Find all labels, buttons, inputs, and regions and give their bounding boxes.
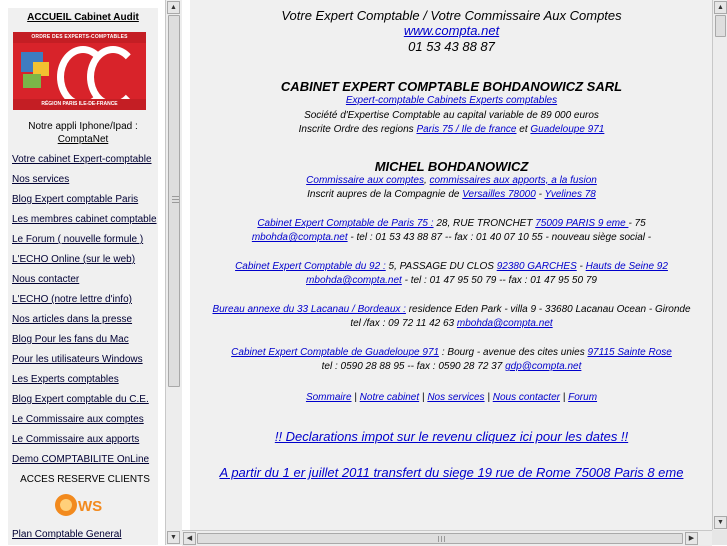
bottom-nav-contacter[interactable]: Nous contacter: [492, 391, 560, 403]
paris-email-link[interactable]: mbohda@compta.net: [251, 232, 348, 243]
paris-office-link[interactable]: Cabinet Expert Comptable de Paris 75 :: [257, 217, 434, 229]
main-hscroll-thumb[interactable]: [197, 533, 683, 544]
person-title: MICHEL BOHDANOWICZ: [374, 158, 529, 174]
transfert-siege-link[interactable]: A partir du 1 er juillet 2011 transfert du siege 19 rue de Rome 75008 Paris 8 eme: [219, 465, 684, 480]
paris-ile-de-france-link[interactable]: Paris 75 / Ile de france: [416, 124, 517, 135]
nav-membres-cabinet[interactable]: Les membres cabinet comptable: [12, 214, 157, 225]
commissaire-apports-link[interactable]: commissaires aux apports, a la fusion: [429, 174, 597, 186]
garches-zip-link[interactable]: 92380 GARCHES: [496, 260, 577, 272]
scroll-down-arrow-icon[interactable]: ▼: [714, 516, 727, 529]
main-content: [190, 0, 713, 530]
lacanau-contact: tel /fax : 09 72 11 42 63 mbohda@compta.net: [350, 318, 553, 329]
nav-commissaire-apports[interactable]: Le Commissaire aux apports: [12, 434, 140, 445]
scrollbar-corner: [712, 530, 727, 545]
garches-contact: mbohda@compta.net - tel : 01 47 95 50 79 -- fax : 01 47 95 50 79: [306, 275, 597, 286]
logo-top-text: ORDRE DES EXPERTS-COMPTABLES: [13, 32, 146, 43]
garches-email-link[interactable]: mbohda@compta.net: [306, 275, 402, 286]
logo-square-green: [23, 74, 41, 88]
main-phone: 01 53 43 88 87: [408, 39, 495, 54]
lacanau-address: Bureau annexe du 33 Lacanau / Bordeaux : residence Eden Park - villa 9 - 33680 Lacanau Ocean - Gironde: [212, 303, 691, 315]
ews-logo[interactable]: [52, 490, 114, 520]
hauts-de-seine-link[interactable]: Hauts de Seine 92: [585, 260, 668, 272]
scroll-down-arrow-icon[interactable]: ▼: [167, 531, 180, 544]
left-nav-panel: [8, 8, 158, 545]
main-frame-hscrollbar[interactable]: [182, 530, 712, 546]
societe-capital: Société d'Expertise Comptable au capital variable de 89 000 euros: [304, 109, 599, 121]
nav-plan-comptable[interactable]: Plan Comptable General: [12, 529, 122, 540]
bottom-nav: Sommaire | Notre cabinet | Nos services | Nous contacter | Forum: [305, 391, 598, 403]
site-link[interactable]: www.compta.net: [403, 23, 500, 38]
nav-blog-expert-comptable-paris[interactable]: Blog Expert comptable Paris: [12, 194, 139, 205]
comptanet-app-link[interactable]: ComptaNet: [57, 134, 109, 145]
lacanau-office-link[interactable]: Bureau annexe du 33 Lacanau / Bordeaux :: [212, 303, 406, 315]
guadeloupe-link[interactable]: Guadeloupe 971: [530, 124, 605, 135]
nav-articles-presse[interactable]: Nos articles dans la presse: [12, 314, 133, 325]
ews-logo-text: WS: [78, 498, 103, 515]
logo-bottom-text: RÉGION PARIS ILE-DE-FRANCE: [13, 99, 146, 110]
bottom-nav-services[interactable]: Nos services: [427, 391, 485, 403]
nav-commissaire-comptes[interactable]: Le Commissaire aux comptes: [12, 414, 144, 425]
cac-line: Commissaire aux comptes, commissaires aux apports, a la fusion: [306, 174, 597, 186]
main-frame: [182, 0, 713, 530]
nav-echo-lettre[interactable]: L'ECHO (notre lettre d'info): [12, 294, 132, 305]
nav-experts-comptables[interactable]: Les Experts comptables: [12, 374, 119, 385]
main-scroll-thumb[interactable]: [715, 15, 726, 37]
left-nav-list: [12, 150, 158, 490]
declarations-impot-link[interactable]: !! Declarations impot sur le revenu cliquez ici pour les dates !!: [274, 429, 629, 444]
bottom-nav-cabinet[interactable]: Notre cabinet: [359, 391, 420, 403]
cabinet-experts-link[interactable]: Expert-comptable Cabinets Experts comptables: [345, 95, 558, 106]
nav-nous-contacter[interactable]: Nous contacter: [12, 274, 80, 285]
bottom-nav-forum[interactable]: Forum: [568, 391, 598, 403]
guadeloupe-contact: tel : 0590 28 88 95 -- fax : 0590 28 72 37 gdp@compta.net: [321, 361, 582, 372]
bottom-nav-sommaire[interactable]: Sommaire: [305, 391, 352, 403]
left-frame-scrollbar[interactable]: [165, 0, 182, 545]
lacanau-email-link[interactable]: mbohda@compta.net: [456, 318, 553, 329]
paris-contact: mbohda@compta.net - tel : 01 53 43 88 87 -- fax : 01 40 07 10 55 - nouveau siège social -: [251, 232, 652, 243]
yvelines-link[interactable]: Yvelines 78: [544, 189, 596, 200]
nav-nos-services[interactable]: Nos services: [12, 174, 70, 185]
nav-windows[interactable]: Pour les utilisateurs Windows: [12, 354, 143, 365]
sainte-rose-link[interactable]: 97115 Sainte Rose: [587, 346, 672, 358]
ordre-line: Inscrite Ordre des regions Paris 75 / Ile de france et Guadeloupe 971: [298, 124, 605, 135]
scroll-left-arrow-icon[interactable]: ◀: [183, 532, 196, 545]
nav-blog-mac[interactable]: Blog Pour les fans du Mac: [12, 334, 129, 345]
ordre-experts-comptables-logo[interactable]: [13, 32, 146, 110]
guadeloupe-office-link[interactable]: Cabinet Expert Comptable de Guadeloupe 971: [231, 346, 440, 358]
left-frame: [0, 0, 165, 545]
left-scroll-thumb[interactable]: [168, 15, 180, 387]
home-link[interactable]: ACCUEIL Cabinet Audit: [27, 12, 139, 23]
guadeloupe-email-link[interactable]: gdp@compta.net: [505, 361, 582, 372]
cabinet-title: CABINET EXPERT COMPTABLE BOHDANOWICZ SARL: [280, 79, 623, 94]
commissaire-comptes-link[interactable]: Commissaire aux comptes: [306, 174, 424, 186]
nav-demo-comptabilite[interactable]: Demo COMPTABILITE OnLine: [12, 454, 150, 465]
paris-zip-link[interactable]: 75009 PARIS 9 eme: [535, 217, 629, 229]
nav-blog-ce[interactable]: Blog Expert comptable du C.E.: [12, 394, 149, 405]
garches-address: Cabinet Expert Comptable du 92 : 5, PASSAGE DU CLOS 92380 GARCHES - Hauts de Seine 92: [235, 260, 668, 272]
nav-forum[interactable]: Le Forum ( nouvelle formule ): [12, 234, 144, 245]
main-frame-scrollbar[interactable]: [712, 0, 727, 530]
garches-office-link[interactable]: Cabinet Expert Comptable du 92 :: [235, 260, 386, 272]
scroll-right-arrow-icon[interactable]: ▶: [685, 532, 698, 545]
nav-echo-online[interactable]: L'ECHO Online (sur le web): [12, 254, 136, 265]
app-promo-text: Notre appli Iphone/Ipad :: [28, 121, 138, 132]
compagnie-line: Inscrit aupres de la Compagnie de Versailles 78000 - Yvelines 78: [307, 189, 596, 200]
scroll-up-arrow-icon[interactable]: ▲: [714, 1, 727, 14]
versailles-link[interactable]: Versailles 78000: [462, 189, 536, 200]
paris-address: Cabinet Expert Comptable de Paris 75 : 28, RUE TRONCHET 75009 PARIS 9 eme - 75: [257, 217, 646, 229]
app-promo: [8, 120, 158, 146]
page-header: Votre Expert Comptable / Votre Commissaire Aux Comptes: [281, 8, 622, 23]
acces-reserve-clients: ACCES RESERVE CLIENTS: [20, 474, 150, 485]
nav-cabinet-expert-comptable[interactable]: Votre cabinet Expert-comptable: [12, 154, 152, 165]
scroll-up-arrow-icon[interactable]: ▲: [167, 1, 180, 14]
guadeloupe-address: Cabinet Expert Comptable de Guadeloupe 971 : Bourg - avenue des cites unies 97115 Sainte Rose: [231, 346, 672, 358]
